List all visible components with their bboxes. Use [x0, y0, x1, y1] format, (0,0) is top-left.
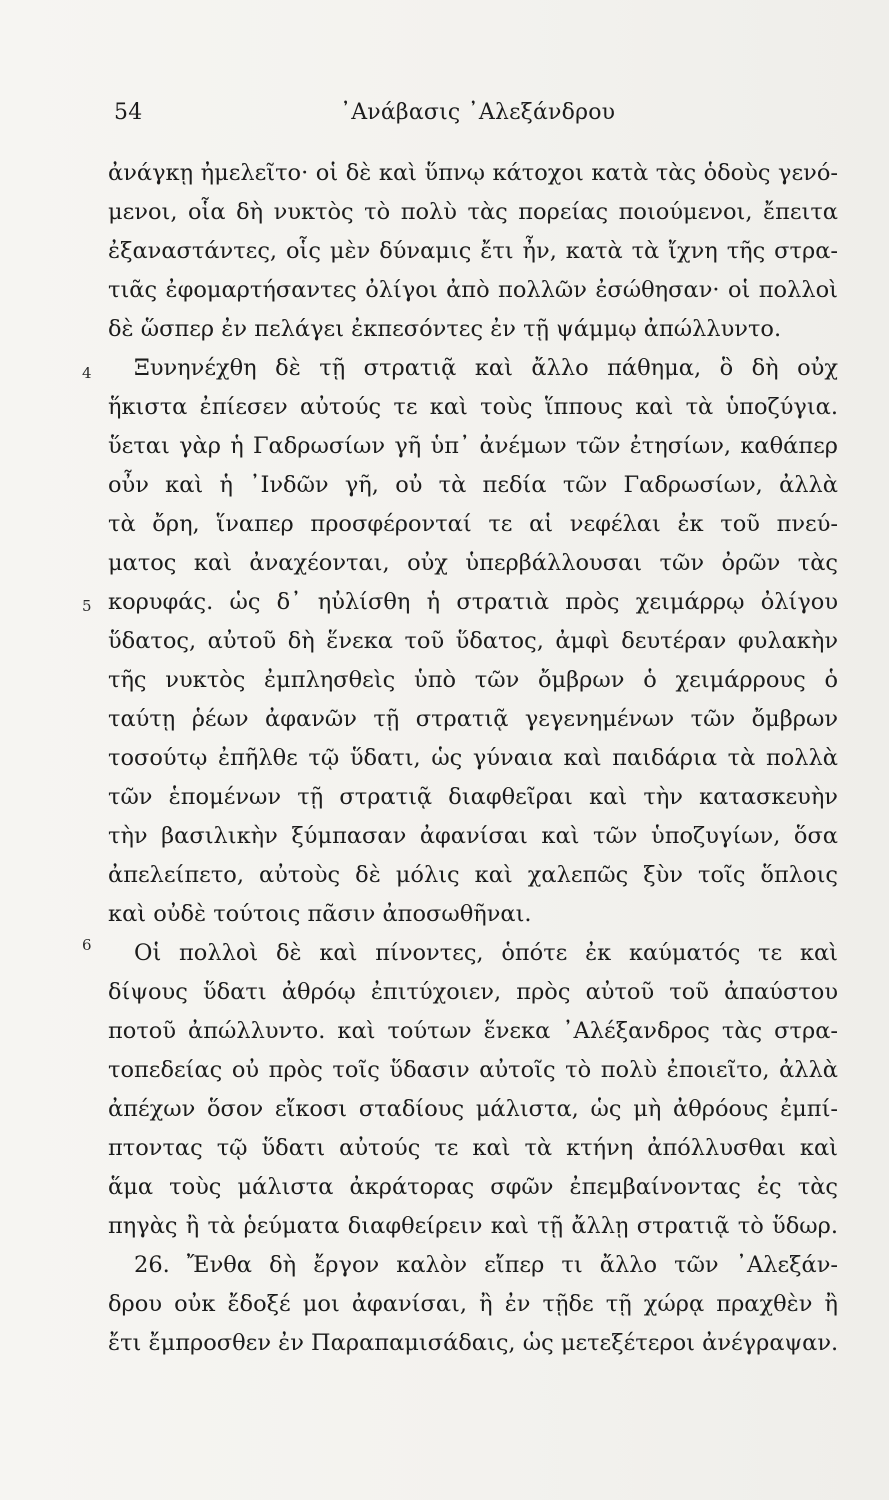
- text-line: τιᾶς ἐφομαρτήσαντες ὀλίγοι ἀπὸ πολλῶν ἐσώθησαν· οἱ πολλοὶ: [108, 277, 838, 303]
- text-line: πτοντας τῷ ὕδατι αὐτούς τε καὶ τὰ κτήνη ἀπόλλυσθαι καὶ: [108, 1135, 838, 1161]
- text-line: ἀπελείπετο, αὐτοὺς δὲ μόλις καὶ χαλεπῶς ξὺν τοῖς ὅπλοις: [108, 862, 838, 888]
- text-line: Ξυνηνέχθη δὲ τῇ στρατιᾷ καὶ ἄλλο πάθημα, ὃ δὴ οὐχ: [134, 355, 838, 381]
- text-line: ὕδατος, αὐτοῦ δὴ ἕνεκα τοῦ ὕδατος, ἀμφὶ δευτέραν φυλακὴν: [108, 628, 838, 654]
- text-line: 26. Ἔνθα δὴ ἔργον καλὸν εἴπερ τι ἄλλο τῶν ᾿Αλεξάν-: [134, 1252, 838, 1278]
- page-number: 54: [114, 100, 143, 125]
- text-line: τῶν ἑπομένων τῇ στρατιᾷ διαφθεῖραι καὶ τὴν κατασκευὴν: [108, 784, 838, 810]
- text-line: τὰ ὄρη, ἵναπερ προσφέρονταί τε αἱ νεφέλαι ἐκ τοῦ πνεύ-: [108, 511, 838, 537]
- text-line: τοπεδείας οὐ πρὸς τοῖς ὕδασιν αὐτοῖς τὸ πολὺ ἐποιεῖτο, ἀλλὰ: [108, 1057, 838, 1083]
- text-line: ὕεται γὰρ ἡ Γαδρωσίων γῆ ὑπ᾿ ἀνέμων τῶν ἐτησίων, καθάπερ: [108, 433, 838, 459]
- text-line: δὲ ὥσπερ ἐν πελάγει ἐκπεσόντες ἐν τῇ ψάμμῳ ἀπώλλυντο.: [108, 316, 782, 342]
- text-line: δίψους ὕδατι ἀθρόῳ ἐπιτύχοιεν, πρὸς αὐτοῦ τοῦ ἀπαύστου: [108, 979, 838, 1005]
- text-line: ἅμα τοὺς μάλιστα ἀκράτορας σφῶν ἐπεμβαίνοντας ἐς τὰς: [108, 1174, 838, 1200]
- text-line: κορυφάς. ὡς δ᾿ ηὐλίσθη ἡ στρατιὰ πρὸς χειμάρρῳ ὀλίγου: [108, 589, 838, 615]
- text-line: τοσούτῳ ἐπῆλθε τῷ ὕδατι, ὡς γύναια καὶ παιδάρια τὰ πολλὰ: [108, 745, 838, 771]
- text-line: ματος καὶ ἀναχέονται, οὐχ ὑπερβάλλουσαι τῶν ὀρῶν τὰς: [108, 550, 838, 576]
- text-line: οὖν καὶ ἡ ᾿Ινδῶν γῆ, οὐ τὰ πεδία τῶν Γαδρωσίων, ἀλλὰ: [108, 472, 838, 498]
- text-line: καὶ οὐδὲ τούτοις πᾶσιν ἀποσωθῆναι.: [108, 901, 532, 927]
- text-line: δρου οὐκ ἔδοξέ μοι ἀφανίσαι, ἢ ἐν τῇδε τῇ χώρᾳ πραχθὲν ἢ: [108, 1291, 838, 1317]
- text-line: πηγὰς ἢ τὰ ῥεύματα διαφθείρειν καὶ τῇ ἄλλῃ στρατιᾷ τὸ ὕδωρ.: [108, 1213, 838, 1239]
- text-line: ἀπέχων ὅσον εἴκοσι σταδίους μάλιστα, ὡς μὴ ἀθρόους ἐμπί-: [108, 1096, 838, 1122]
- text-line: ἥκιστα ἐπίεσεν αὐτούς τε καὶ τοὺς ἵππους καὶ τὰ ὑποζύγια.: [108, 394, 838, 420]
- text-line: ἐξαναστάντες, οἷς μὲν δύναμις ἔτι ἦν, κατὰ τὰ ἴχνη τῆς στρα-: [108, 238, 838, 264]
- text-line: Οἱ πολλοὶ δὲ καὶ πίνοντες, ὁπότε ἐκ καύματός τε καὶ: [134, 940, 838, 966]
- page-header: [114, 100, 814, 134]
- text-line: ἀνάγκῃ ἠμελεῖτο· οἱ δὲ καὶ ὕπνῳ κάτοχοι κατὰ τὰς ὁδοὺς γενό-: [108, 160, 838, 186]
- text-line: ἔτι ἔμπροσθεν ἐν Παραπαμισάδαις, ὡς μετεξέτεροι ἀνέγραψαν.: [108, 1330, 838, 1356]
- section-number-4: 4: [82, 364, 92, 382]
- text-line: τὴν βασιλικὴν ξύμπασαν ἀφανίσαι καὶ τῶν ὑποζυγίων, ὅσα: [108, 823, 838, 849]
- section-number-6: 6: [82, 936, 92, 954]
- text-line: ποτοῦ ἀπώλλυντο. καὶ τούτων ἕνεκα ᾿Αλέξανδρος τὰς στρα-: [108, 1018, 838, 1044]
- text-line: μενοι, οἷα δὴ νυκτὸς τὸ πολὺ τὰς πορείας ποιούμενοι, ἔπειτα: [108, 199, 838, 225]
- text-line: τῆς νυκτὸς ἐμπλησθεὶς ὑπὸ τῶν ὄμβρων ὁ χειμάρρους ὁ: [108, 667, 838, 693]
- text-line: ταύτῃ ῥέων ἀφανῶν τῇ στρατιᾷ γεγενημένων τῶν ὄμβρων: [108, 706, 838, 732]
- running-head: ᾿Ανάβασις ᾿Αλεξάνδρου: [340, 100, 616, 125]
- section-number-5: 5: [82, 597, 92, 615]
